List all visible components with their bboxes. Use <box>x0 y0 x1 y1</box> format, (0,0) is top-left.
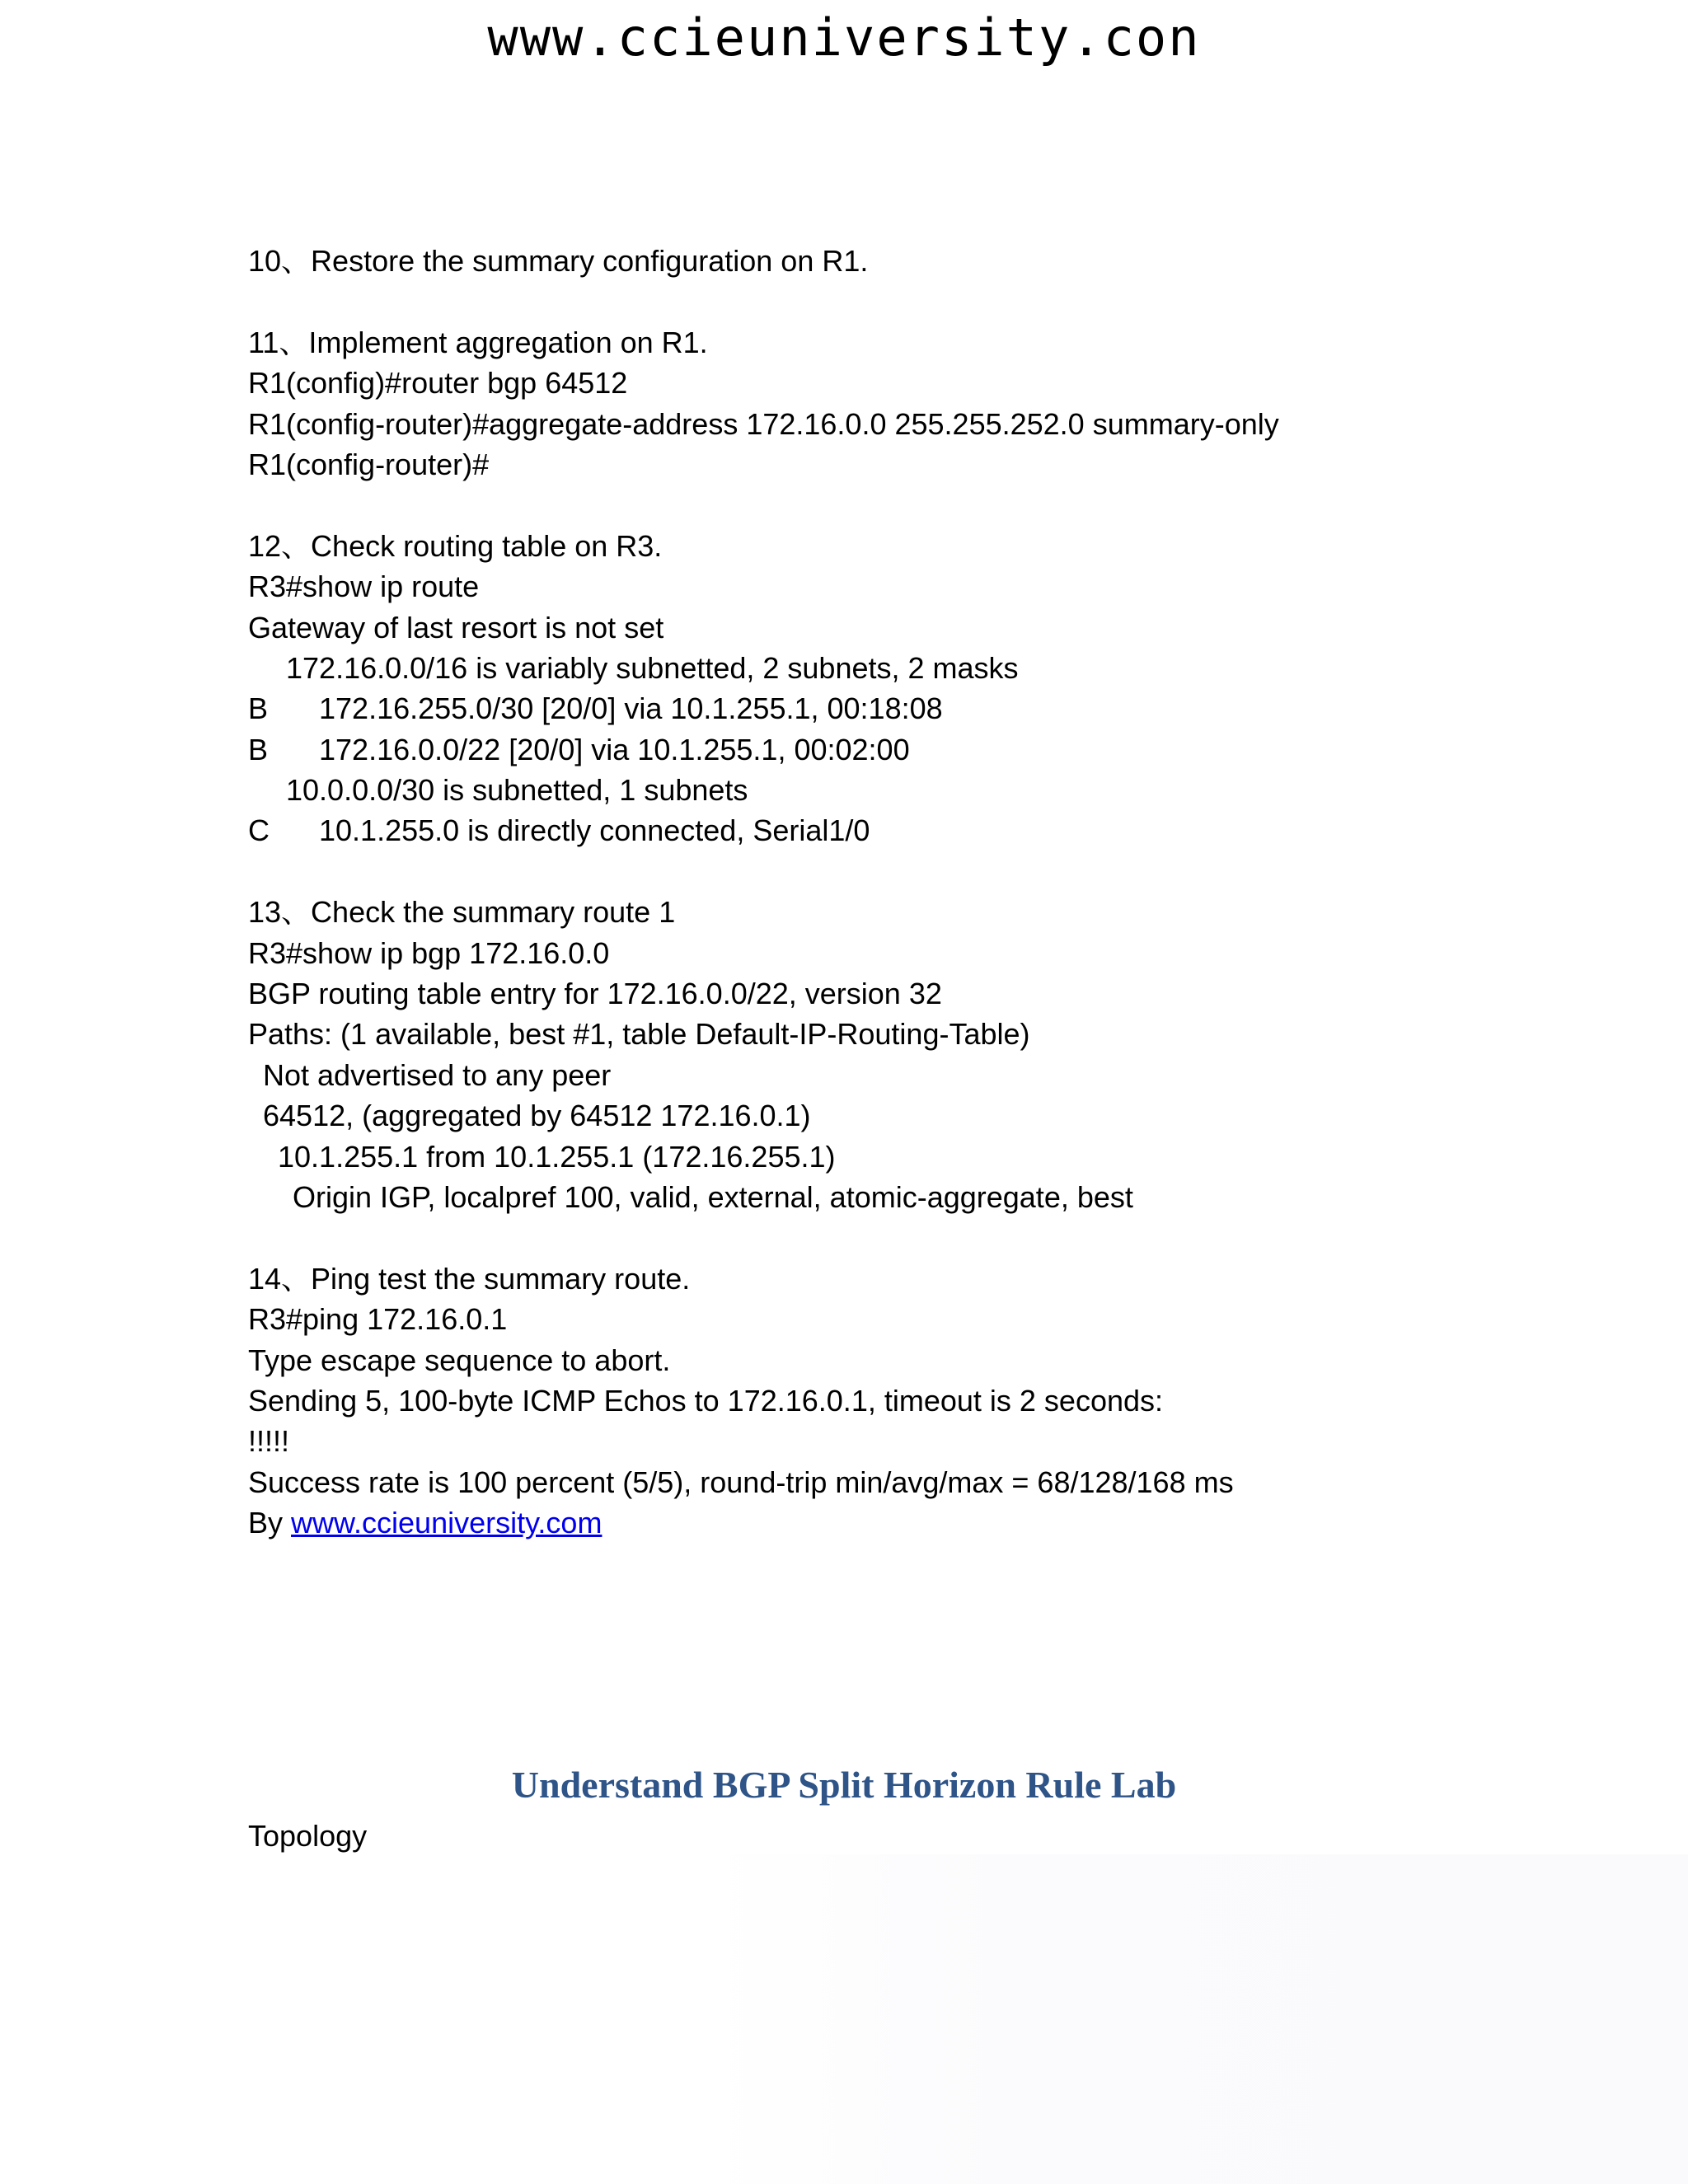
bgp-paths: Paths: (1 available, best #1, table Default-IP-Routing-Table) <box>248 1017 1030 1052</box>
spacer <box>248 1217 1484 1258</box>
ping-success: Success rate is 100 percent (5/5), round-trip min/avg/max = 68/128/168 ms <box>248 1465 1234 1499</box>
cli-command: R3#show ip route <box>248 569 480 604</box>
website-link[interactable]: www.ccieuniversity.com <box>291 1506 603 1540</box>
spacer <box>248 485 1484 525</box>
bgp-origin: Origin IGP, localpref 100, valid, external, atomic-aggregate, best <box>293 1179 1133 1214</box>
ping-sending: Sending 5, 100-byte ICMP Echos to 172.16.0.1, timeout is 2 seconds: <box>248 1383 1164 1418</box>
route-text: 172.16.0.0/22 [20/0] via 10.1.255.1, 00:02:00 <box>319 732 910 766</box>
ping-escape: Type escape sequence to abort. <box>248 1343 671 1377</box>
spacer <box>248 851 1484 892</box>
config-line: R1(config)#router bgp 64512 <box>248 366 628 401</box>
cli-command: R3#show ip bgp 172.16.0.0 <box>248 935 610 970</box>
bgp-from: 10.1.255.1 from 10.1.255.1 (172.16.255.1) <box>278 1139 836 1174</box>
spacer <box>248 281 1484 321</box>
config-line: R1(config-router)#aggregate-address 172.16.0.0 255.255.252.0 summary-only <box>248 406 1279 441</box>
cli-output-gateway: Gateway of last resort is not set <box>248 610 664 644</box>
step-14-title: 14、Ping test the summary route. <box>248 1261 691 1296</box>
cli-output-subnet: 10.0.0.0/30 is subnetted, 1 subnets <box>286 773 748 808</box>
section-title: Understand BGP Split Horizon Rule Lab <box>511 1764 1177 1806</box>
route-code: C <box>248 813 270 848</box>
step-13-title: 13、Check the summary route 1 <box>248 895 676 930</box>
bgp-not-advertised: Not advertised to any peer <box>263 1057 612 1092</box>
author-line <box>248 1502 1484 1543</box>
route-text: 10.1.255.0 is directly connected, Serial1/0 <box>319 813 870 848</box>
author-prefix: By <box>248 1506 292 1540</box>
route-entry <box>248 729 1484 770</box>
bgp-aggregated: 64512, (aggregated by 64512 172.16.0.1) <box>263 1099 811 1133</box>
route-code: B <box>248 732 269 766</box>
ping-result: !!!!! <box>248 1424 290 1459</box>
route-text: 172.16.255.0/30 [20/0] via 10.1.255.1, 00:18:08 <box>319 691 943 726</box>
site-header: www.ccieuniversity.con <box>487 7 1201 68</box>
step-10-title: 10、Restore the summary configuration on R1. <box>248 244 869 278</box>
bgp-entry: BGP routing table entry for 172.16.0.0/22, version 32 <box>248 977 942 1011</box>
document-body <box>248 241 1484 1544</box>
route-entry <box>248 810 1484 851</box>
topology-label: Topology <box>248 1819 368 1853</box>
cli-command: R3#ping 172.16.0.1 <box>248 1302 508 1337</box>
route-code: B <box>248 691 269 726</box>
page-background-shade <box>709 1854 1688 2184</box>
config-line: R1(config-router)# <box>248 447 490 481</box>
step-11-title: 11、Implement aggregation on R1. <box>248 325 708 359</box>
step-12-title: 12、Check routing table on R3. <box>248 528 663 563</box>
cli-output-subnet: 172.16.0.0/16 is variably subnetted, 2 subnets, 2 masks <box>286 650 1019 685</box>
route-entry <box>248 688 1484 729</box>
